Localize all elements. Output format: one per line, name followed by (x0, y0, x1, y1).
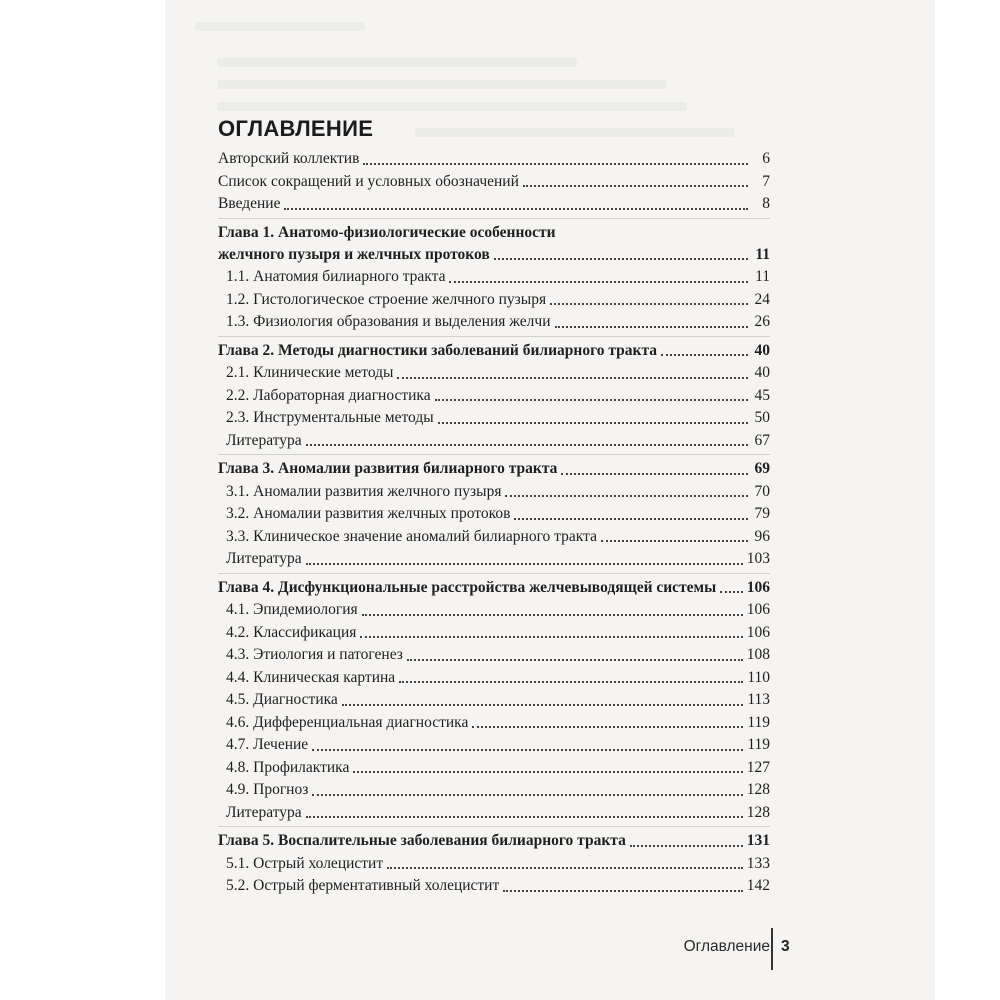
entry-title: 4.7. Лечение (226, 736, 309, 753)
section-entry[interactable] (218, 407, 770, 430)
dot-leader (494, 257, 748, 260)
dot-leader (505, 494, 748, 497)
entry-title: 1.2. Гистологическое строение желчного пузыря (226, 290, 547, 308)
chapter-section (218, 340, 770, 453)
chapter-divider (218, 336, 770, 337)
dot-leader (407, 658, 743, 661)
toc-entry[interactable] (218, 171, 770, 194)
entry-title: Литература (226, 550, 302, 567)
entry-title: 4.1. Эпидемиология (226, 601, 358, 618)
chapter-entry[interactable] (218, 244, 770, 267)
section-entry[interactable] (218, 689, 770, 712)
show-through-line (217, 102, 687, 111)
dot-leader (360, 635, 742, 638)
entry-title: желчного пузыря и желчных протоков (218, 245, 490, 263)
entry-page-number: 113 (747, 691, 770, 708)
entry-page-number: 103 (746, 550, 770, 567)
table-of-contents (218, 148, 770, 898)
entry-title: 2.1. Клинические методы (226, 364, 394, 381)
chapter-entry[interactable] (218, 577, 770, 600)
chapter-divider (218, 218, 770, 219)
toc-entry[interactable] (218, 148, 770, 171)
entry-title: 1.3. Физиология образования и выделения желчи (226, 313, 551, 330)
chapter-divider (218, 454, 770, 455)
chapter-title-line[interactable]: Глава 1. Анатомо-физиологические особенности (218, 223, 556, 241)
show-through-line (415, 128, 735, 137)
footer-divider (771, 928, 773, 970)
chapter-section (218, 830, 770, 898)
section-entry[interactable] (218, 311, 770, 334)
dot-leader (306, 562, 743, 565)
chapter-section (218, 458, 770, 571)
entry-title: Авторский коллектив (218, 150, 360, 167)
entry-title: 3.1. Аномалии развития желчного пузыря (226, 482, 502, 500)
page-title: ОГЛАВЛЕНИЕ (218, 116, 374, 141)
section-entry[interactable] (218, 481, 770, 504)
entry-page-number: 40 (754, 341, 770, 359)
section-entry[interactable] (218, 622, 770, 645)
entry-page-number: 106 (746, 601, 770, 618)
section-entry[interactable] (218, 644, 770, 667)
dot-leader (284, 207, 748, 210)
entry-title: 4.2. Классификация (226, 623, 357, 641)
section-entry[interactable] (218, 548, 770, 571)
dot-leader (306, 815, 743, 818)
section-entry[interactable] (218, 667, 770, 690)
entry-page-number: 106 (746, 623, 770, 641)
page-number: 3 (781, 938, 790, 955)
entry-page-number: 142 (746, 877, 770, 894)
entry-page-number: 106 (746, 578, 770, 596)
entry-page-number: 45 (754, 386, 770, 404)
entry-page-number: 26 (754, 313, 770, 330)
entry-page-number: 133 (746, 854, 770, 872)
dot-leader (387, 866, 743, 869)
toc-entry[interactable] (218, 193, 770, 216)
section-entry[interactable] (218, 385, 770, 408)
section-entry[interactable] (218, 779, 770, 802)
section-entry[interactable] (218, 430, 770, 453)
show-through-line (217, 80, 667, 89)
section-entry[interactable] (218, 362, 770, 385)
dot-leader (342, 703, 744, 706)
entry-page-number: 69 (754, 460, 770, 477)
dot-leader (438, 421, 748, 424)
entry-page-number: 96 (754, 527, 770, 545)
chapter-divider (218, 573, 770, 574)
entry-title: 4.9. Прогноз (226, 781, 309, 798)
entry-title: 3.3. Клиническое значение аномалий билиарного тракта (226, 527, 597, 545)
entry-page-number: 8 (762, 195, 770, 212)
section-entry[interactable] (218, 599, 770, 622)
dot-leader (399, 680, 743, 683)
entry-title: Литература (226, 431, 302, 449)
dot-leader (312, 748, 743, 751)
entry-title: Введение (218, 195, 281, 212)
entry-page-number: 50 (754, 409, 770, 426)
section-entry[interactable] (218, 802, 770, 825)
entry-page-number: 131 (746, 832, 770, 849)
entry-page-number: 119 (747, 736, 770, 753)
entry-page-number: 110 (747, 668, 770, 686)
dot-leader (312, 793, 742, 796)
entry-page-number: 11 (755, 245, 770, 263)
entry-title: Глава 5. Воспалительные заболевания билиарного тракта (218, 832, 626, 849)
entry-page-number: 24 (754, 290, 770, 308)
entry-page-number: 127 (746, 758, 770, 776)
chapter-section (218, 577, 770, 825)
section-entry[interactable] (218, 734, 770, 757)
dot-leader (661, 353, 748, 356)
dot-leader (601, 539, 748, 542)
section-entry[interactable] (218, 875, 770, 898)
entry-page-number: 128 (746, 803, 770, 821)
entry-title: 2.3. Инструментальные методы (226, 409, 434, 426)
entry-title: 5.1. Острый холецистит (226, 854, 384, 872)
chapter-divider (218, 826, 770, 827)
entry-page-number: 11 (755, 268, 770, 285)
entry-page-number: 6 (762, 150, 770, 167)
entry-page-number: 70 (754, 482, 770, 500)
entry-title: Глава 3. Аномалии развития билиарного тракта (218, 460, 558, 477)
chapter-section (218, 222, 770, 334)
entry-page-number: 79 (754, 505, 770, 522)
entry-title: Глава 4. Дисфункциональные расстройства желчевыводящей системы (218, 578, 717, 596)
entry-page-number: 128 (746, 781, 770, 798)
chapter-entry[interactable] (218, 340, 770, 363)
entry-title: 4.4. Клиническая картина (226, 668, 396, 686)
entry-title: 2.2. Лабораторная диагностика (226, 386, 431, 404)
chapter-entry[interactable] (218, 830, 770, 853)
dot-leader (397, 376, 748, 379)
running-footer-label: Оглавление (683, 938, 770, 955)
entry-title: 4.6. Дифференциальная диагностика (226, 713, 469, 731)
entry-title: 4.8. Профилактика (226, 758, 350, 776)
dot-leader (306, 443, 748, 446)
dot-leader (503, 889, 742, 892)
section-entry[interactable] (218, 853, 770, 876)
entry-title: Литература (226, 803, 302, 821)
entry-title: 3.2. Аномалии развития желчных протоков (226, 505, 511, 522)
dot-leader (449, 280, 748, 283)
entry-title: Глава 2. Методы диагностики заболеваний билиарного тракта (218, 341, 658, 359)
entry-title: 4.3. Этиология и патогенез (226, 646, 403, 663)
entry-page-number: 7 (762, 172, 770, 190)
entry-title: Список сокращений и условных обозначений (218, 172, 519, 190)
entry-page-number: 67 (754, 431, 770, 449)
section-entry[interactable] (218, 526, 770, 549)
section-entry[interactable] (218, 503, 770, 526)
section-entry[interactable] (218, 289, 770, 312)
show-through-line (195, 22, 365, 31)
entry-page-number: 119 (747, 713, 770, 731)
entry-title: 5.2. Острый ферментативный холецистит (226, 877, 500, 894)
dot-leader (720, 590, 743, 593)
section-entry[interactable] (218, 712, 770, 735)
dot-leader (630, 844, 743, 847)
dot-leader (472, 725, 743, 728)
entry-title: 1.1. Анатомия билиарного тракта (226, 268, 446, 285)
dot-leader (561, 472, 748, 475)
dot-leader (362, 613, 743, 616)
dot-leader (353, 770, 742, 773)
dot-leader (435, 398, 748, 401)
section-entry[interactable] (218, 757, 770, 780)
entry-page-number: 40 (754, 364, 770, 381)
section-entry[interactable] (218, 266, 770, 289)
entry-page-number: 108 (746, 646, 770, 663)
dot-leader (514, 517, 748, 520)
dot-leader (523, 184, 748, 187)
dot-leader (363, 162, 748, 165)
dot-leader (555, 325, 749, 328)
show-through-line (217, 58, 577, 67)
entry-title: 4.5. Диагностика (226, 691, 338, 708)
chapter-entry[interactable] (218, 458, 770, 481)
dot-leader (550, 302, 748, 305)
